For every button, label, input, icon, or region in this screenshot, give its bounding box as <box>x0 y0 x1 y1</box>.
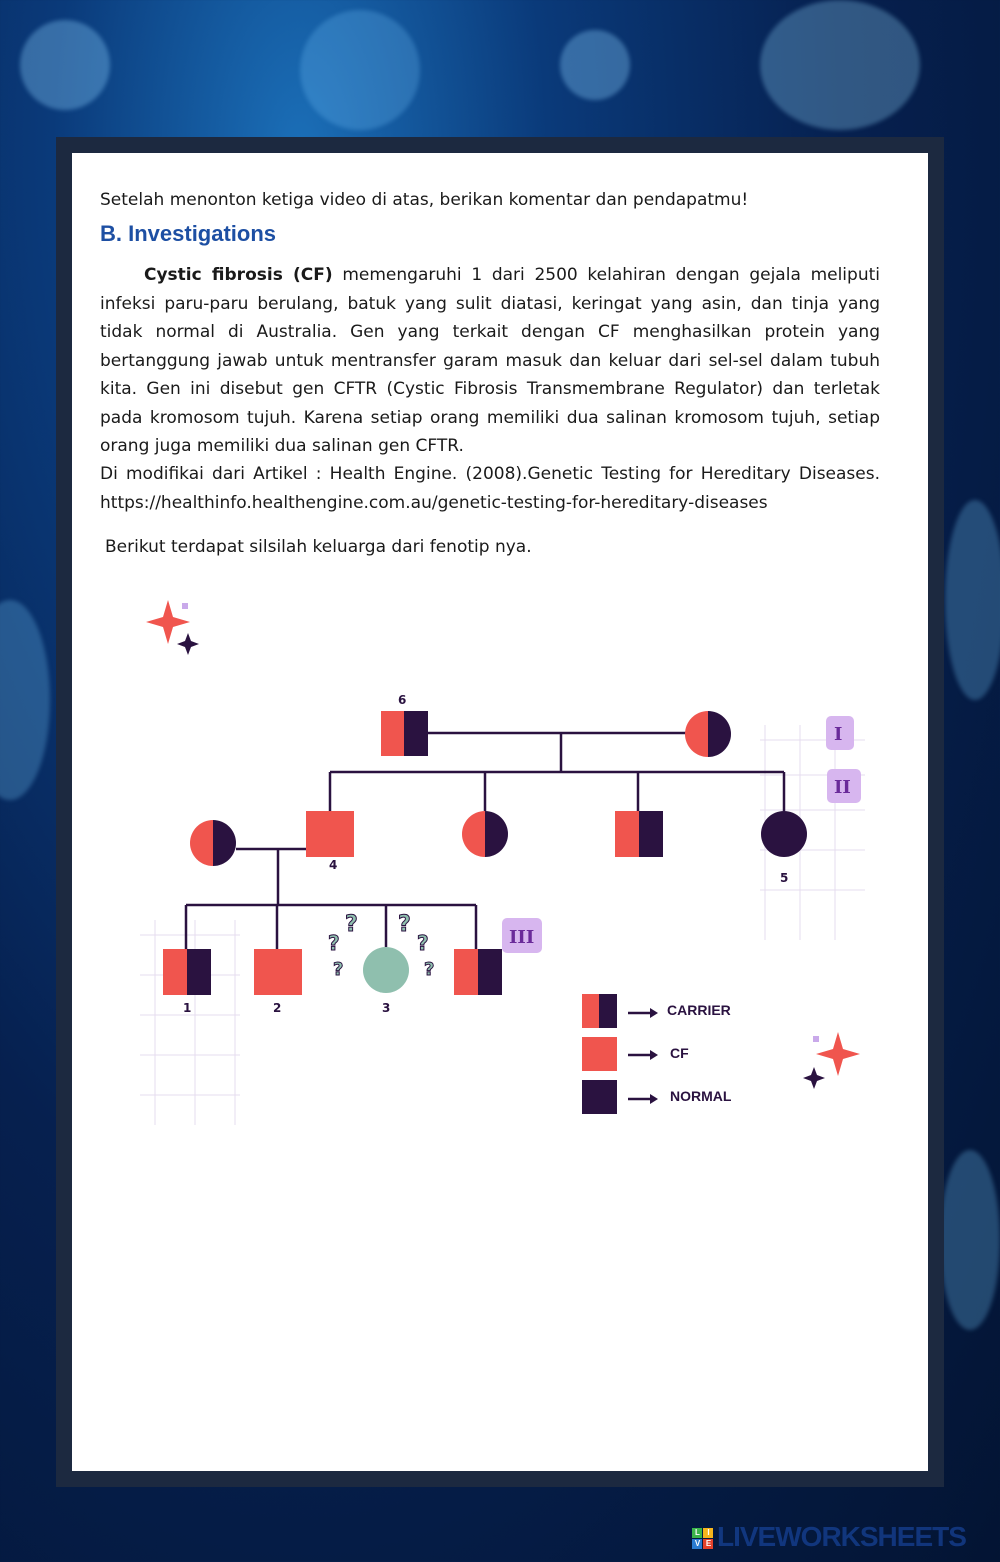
legend-cf-swatch <box>582 1037 617 1071</box>
sparkle-icon <box>146 600 199 655</box>
liveworksheets-logo: L I V E LIVEWORKSHEETS <box>692 1521 966 1553</box>
label-6: 6 <box>398 693 407 707</box>
cf-body: memengaruhi 1 dari 2500 kelahiran dengan gejala meliputi infeksi paru-paru berulang, batuk yang sulit diatasi, keringat yang asin, dan tinja yang tidak normal di Australia. Gen yang terkait dengan CF menghasilkan protein yang bertanggung jawab untuk mentransfer garam masuk dan keluar dari sel-sel dalam tubuh kita. Gen ini disebut gen CFTR (Cystic Fibrosis Transmembrane Regulator) dan terletak pada kromosom tujuh. Karena setiap orang memiliki dua salinan kromosom tujuh, setiap orang juga memiliki dua salinan gen CFTR. <box>100 265 880 456</box>
source-citation: Di modifikai dari Artikel : Health Engine. (2008).Genetic Testing for Hereditary Diseases. https://healthinfo.healthengine.com.au/genetic-testing-for-hereditary-diseases <box>100 464 880 513</box>
svg-text:?: ? <box>328 931 340 955</box>
gen1-mother-carrier <box>685 711 731 757</box>
pedigree-caption: Berikut terdapat silsilah keluarga dari fenotip nya. <box>105 537 532 557</box>
svg-text:?: ? <box>333 959 344 980</box>
gen1-father-carrier <box>381 711 428 756</box>
gen2-daughter-carrier <box>462 811 508 857</box>
generation-label-i: I <box>834 724 843 745</box>
legend-carrier-swatch <box>582 994 599 1028</box>
label-4: 4 <box>329 858 338 872</box>
legend-label-carrier: CARRIER <box>667 1002 731 1018</box>
label-1: 1 <box>183 1001 192 1015</box>
gen3-child3-unknown <box>363 947 409 993</box>
intro-text: Setelah menonton ketiga video di atas, berikan komentar dan pendapatmu! <box>100 190 749 210</box>
label-3: 3 <box>382 1001 391 1015</box>
label-5: 5 <box>780 871 789 885</box>
cf-term: Cystic fibrosis (CF) <box>144 265 333 285</box>
gen3-child2-cf <box>254 949 302 995</box>
gen2-son-cf <box>306 811 354 857</box>
gen3-child4-carrier <box>454 949 502 995</box>
sparkle-icon <box>803 1032 860 1089</box>
svg-text:?: ? <box>424 959 435 980</box>
legend-label-cf: CF <box>670 1045 689 1061</box>
legend-normal-swatch <box>582 1080 617 1114</box>
gen2-daughter-normal <box>761 811 807 857</box>
gen2-son-carrier <box>615 811 663 857</box>
gen2-spouse-carrier <box>190 820 236 866</box>
arrow-icon <box>628 1008 658 1104</box>
label-2: 2 <box>273 1001 282 1015</box>
gen3-child1-carrier <box>163 949 211 995</box>
legend-label-normal: NORMAL <box>670 1088 732 1104</box>
svg-text:?: ? <box>345 912 358 937</box>
generation-label-iii: III <box>509 927 535 948</box>
generation-label-ii: II <box>834 777 851 798</box>
svg-text:?: ? <box>417 931 429 955</box>
legend <box>582 994 732 1114</box>
watermark-text: LIVEWORKSHEETS <box>717 1521 966 1552</box>
svg-text:?: ? <box>398 912 411 937</box>
section-heading: B. Investigations <box>100 221 277 246</box>
